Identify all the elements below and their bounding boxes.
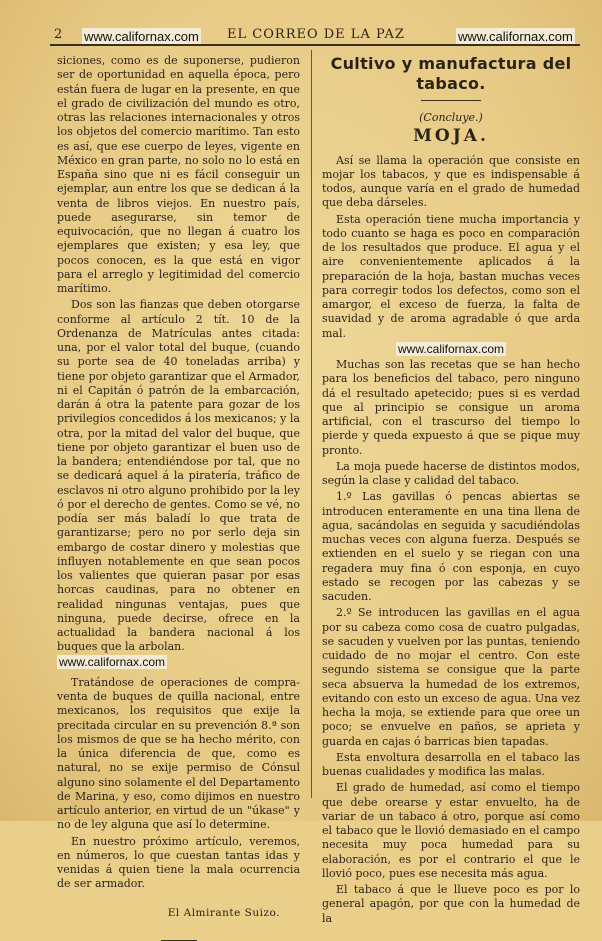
publication-title: EL CORREO DE LA PAZ	[227, 27, 405, 42]
right-paragraph: Esta operación tiene mucha importancia y todo cuanto se haga es poco en comparación de los resultados que produce. El agua y el aire convenientemente aplicados á la preparación de la hoja, bastan muchas veces para corregir todos los defectos, como son el amargor, el exceso de fuerza, la falta de suavidad y de aroma agradable ó que arda mal.	[322, 212, 580, 340]
concluye-note: (Concluye.)	[419, 111, 483, 124]
watermark-mid	[322, 342, 580, 357]
watermark-right: www.californax.com	[458, 29, 573, 44]
left-paragraph: En nuestro próximo artículo, veremos, en números, lo que cuestan tantas idas y venidas á quien tiene la mala ocurrencia de ser armador.	[57, 834, 300, 891]
page-header	[54, 26, 578, 44]
right-paragraph: Muchas son las recetas que se han hecho para los beneficios del tabaco, pero ninguno dá el resultado apetecido; pues si es verdad que al principio se consigue un aroma artificial, con el trascurso del tiempo lo pierde y queda expuesto á que se pique muy pronto.	[322, 358, 580, 457]
watermark-inline-text: www.californax.com	[59, 654, 166, 669]
right-paragraph: 2.º Se introducen las gavillas en el agua por su cabeza como cosa de cuatro pulgadas, se sacuden y vuelven por las puntas, teniendo cuidado de no mojar el centro. Con este segundo sistema se consigue que la parte seca absuerva la humedad de los extremos, evitando con esto un exceso de agua. Una vez hecha la moja, se extiende para que oree un poco; se envuelve en paños, se aprieta y guarda en cajas ó barricas bien tapadas.	[322, 606, 580, 748]
watermark-mid-text: www.californax.com	[397, 341, 505, 356]
left-paragraph: Tratándose de operaciones de compra-venta de buques de quilla nacional, entre mexicanos, los requisitos que exije la precitada circular en su prevención 8.ª son los mismos de que se ha hecho mérito, con la única diferencia de que, como es natural, no se exije permiso de Cónsul alguno sino solamente el del Departamento de Marina, y eso, como dijimos en nuestro artículo anterior, en virtud de un "úkase" y no de ley alguna que así lo determine.	[57, 675, 300, 832]
header-rule	[50, 44, 580, 46]
page-number: 2	[54, 27, 63, 42]
watermark-left: www.californax.com	[84, 29, 199, 44]
right-paragraph: 1.º Las gavillas ó pencas abiertas se introducen enteramente en una tina llena de agua, sacándolas en seguida y sacudiéndolas muchas veces con alguna fuerza. Después se extienden en el suelo y se riegan con una regadera muy fina ó con esponja, en cuyo estado se recogen por las cabezas y se sacuden.	[322, 490, 580, 603]
article-title: Cultivo y manufactura del tabaco.	[330, 54, 572, 93]
section-subtitle: MOJA.	[413, 126, 489, 147]
right-paragraph: El grado de humedad, así como el tiempo que debe orearse y estar envuelto, ha de variar de un tabaco á otro, porque así como el tabaco que le llovió demasiado en el campo necesita muy poca humedad para su elaboración, es por el contrario el que le llovió poco, pues ese necesita más agua.	[322, 781, 580, 880]
column-divider	[311, 50, 312, 798]
author-signature: El Almirante Suizo.	[167, 906, 280, 919]
right-column	[322, 54, 580, 926]
right-paragraph: El tabaco á que le llueve poco es por lo general apagón, por que con la humedad de la	[322, 883, 580, 925]
watermark-inline	[57, 655, 300, 670]
right-paragraph: La moja puede hacerse de distintos modos, según la clase y calidad del tabaco.	[322, 459, 580, 487]
left-paragraph: Dos son las fianzas que deben otorgarse conforme al artículo 2 tít. 10 de la Ordenanza de Matrículas antes citada: una, por el valor total del buque, (cuando su porte sea de 40 toneladas arriba) y tiene por objeto garantizar que el Armador, ni el Capitán ó patrón de la embarcación, darán á otra la patente para gozar de los privilegios concedidos á los mexicanos; y la otra, por la mitad del valor del buque, que tiene por objeto garantizar el buen uso de la bandera; entendiéndose por tal, que no se dedicará aquel á la piratería, tráfico de esclavos ni otro alguno prohibido por la ley ó por el derecho de gentes. Como se vé, no podía ser más baladí lo que trata de garantizarse; pero no por serlo deja sin embargo de costar dinero y molestias que influyen notablemente en que sean pocos los valientes que quieran pasar por esas horcas caudinas, para no obtener en realidad ningunas ventajas, pues que ninguna, puede decirse, ofrece en la actualidad la bandera nacional á los buques que la arbolan.	[57, 298, 300, 654]
title-rule	[421, 100, 481, 101]
left-column	[57, 54, 300, 941]
left-paragraph: siciones, como es de suponerse, pudieron ser de oportunidad en aquella época, pero están fuera de lugar en la presente, en que el grado de civilización del mundo es otro, otras las relaciones internacionales y otros los objetos del comercio marítimo. Tan esto es así, que ese cuerpo de leyes, vigente en México en gran parte, no solo no lo está en España sino que ni es fácil conseguir un ejemplar, aun entre los que se dedican á la venta de libros viejos. En nuestro país, puede asegurarse, sin temor de equivocación, que no llegan á cuatro los ejemplares que existen; y esa ley, que pocos conocen, es la que está en vigor para el arreglo y legitimidad del comercio marítimo.	[57, 54, 300, 295]
right-paragraph: Esta envoltura desarrolla en el tabaco las buenas cualidades y modifica las malas.	[322, 750, 580, 778]
right-paragraph: Así se llama la operación que consiste en mojar los tabacos, y que es indispensable á todos, aunque varía en el grado de humedad que deba dárseles.	[322, 153, 580, 210]
